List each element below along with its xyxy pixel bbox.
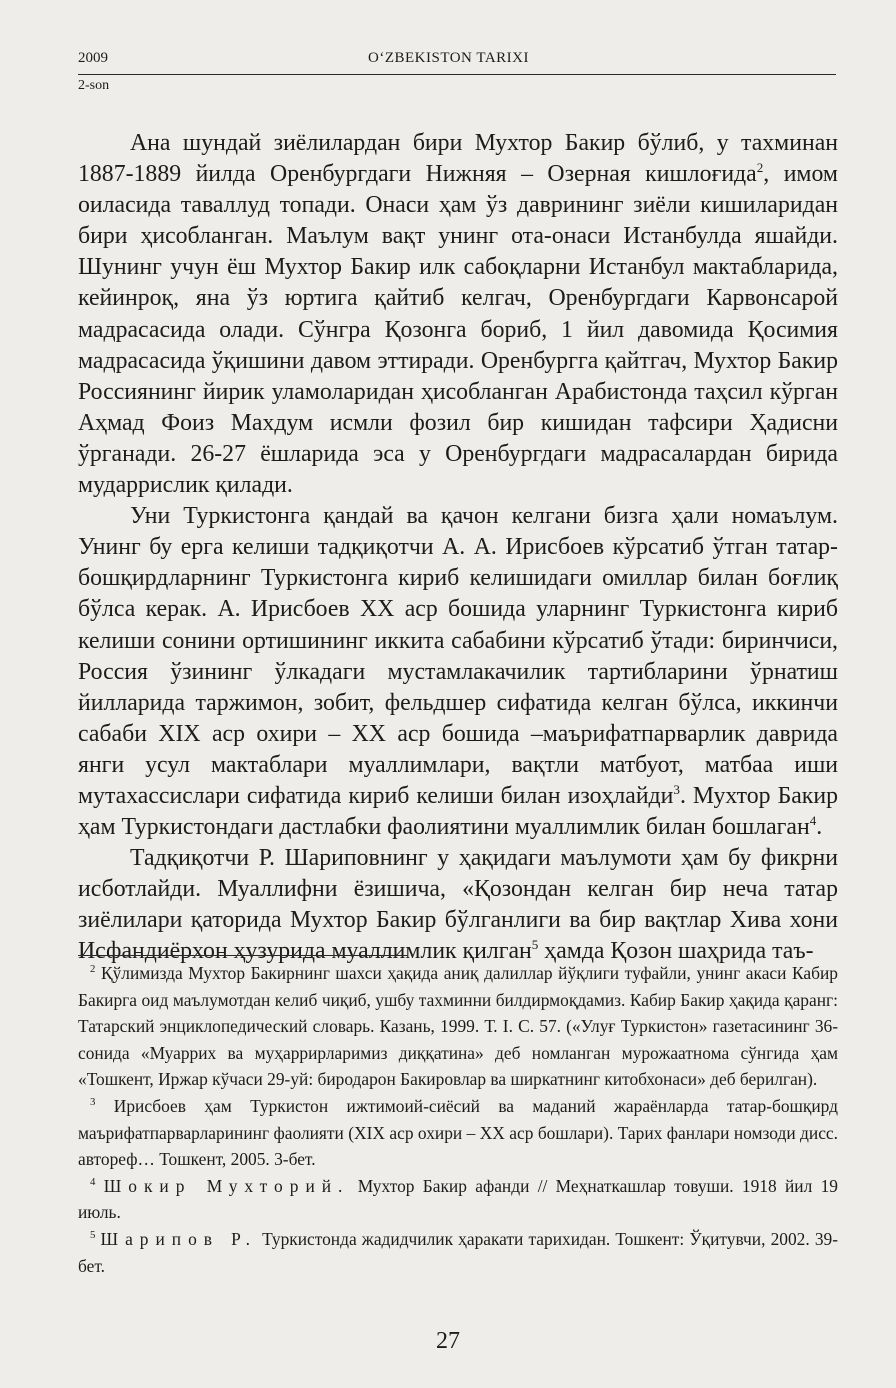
running-header	[78, 50, 836, 75]
footnote-text: Мухтор Бакир афанди // Меҳнаткашлар товуши. 1918 йил 19 июль.	[78, 1175, 838, 1223]
footnote-text: Ирисбоев ҳам Туркистон ижтимоий-сиёсий ва маданий жараёнларда татар-бошқирд маърифатпарварларининг фаолияти (XIX аср охири – XX аср бошлари). Тарих фанлари номзоди дисс. автореф… Тошкент, 2005. 3-бет.	[78, 1095, 838, 1170]
page-number: 27	[436, 1328, 460, 1354]
footnote-number: 3	[90, 1096, 96, 1109]
footnote-author: Шокир Мухторий.	[103, 1175, 350, 1196]
footnotes-section	[78, 955, 838, 1279]
footnote-2	[78, 960, 838, 1093]
footnote-number: 4	[90, 1175, 96, 1188]
footnote-text: Туркистонда жадидчилик ҳаракати тарихидан. Тошкент: Ўқитувчи, 2002. 39-бет.	[78, 1228, 839, 1276]
header-year: 2009	[78, 50, 108, 66]
footnote-ref: 5	[531, 937, 539, 953]
paragraph-2	[78, 501, 838, 843]
paragraph-text: , имом оиласида таваллуд топади. Онаси ҳам ўз даврининг зиёли кишиларидан бири ҳисобланган. Маълум вақт унинг ота-онаси Истанбулда яшайди. Шунинг учун ёш Мухтор Бакир илк сабоқларни Истанбул мактабларида, кейинроқ, яна ўз юртига қайтиб келгач, Оренбургдаги Карвонсарой мадрасасида олади. Сўнгра Қозонга бориб, 1 йил давомида Қосимия мадрасасида ўқишини давом эттиради. Оренбургга қайтгач, Мухтор Бакир Россиянинг йирик уламоларидан ҳисобланган Арабистонда таҳсил кўрган Аҳмад Фоиз Махдум исмли фозил бир кишидан тафсири Ҳадисни ўрганади. 26-27 ёшларида эса у Оренбургдаги мадрасалардан бирида мударрислик қилади.	[78, 161, 838, 499]
paragraph-text: Ана шундай зиёлилардан бири Мухтор Бакир бўлиб, у тахминан 1887-1889 йилда Оренбургдаги Нижняя – Озерная кишлоғида	[78, 130, 838, 188]
footnote-author: Шарипов Р.	[100, 1228, 257, 1249]
footnote-number: 2	[90, 963, 96, 976]
footnote-ref: 3	[673, 782, 680, 798]
footnote-ref: 4	[809, 813, 817, 829]
footnote-4	[78, 1173, 838, 1226]
footnote-5	[78, 1226, 838, 1279]
paragraph-text: . Мухтор Бакир ҳам Туркистондаги дастлабки фаолиятини муаллимлик билан бошлаган	[78, 782, 838, 841]
paragraph-3	[78, 843, 838, 967]
paragraph-text: .	[816, 814, 823, 841]
paragraph-1	[78, 128, 838, 501]
header-issue: 2-son	[78, 78, 110, 93]
paragraph-text: ҳамда Қозон шаҳрида таъ-	[538, 938, 814, 965]
paragraph-text: Тадқиқотчи Р. Шариповнинг у ҳақидаги маълумоти ҳам бу фикрни исботлайди. Муаллифни ёзишича, «Қозондан келган бир неча татар зиёлилари қаторида Мухтор Бакир бўлганлиги ва бир вақтлар Хива хони Исфандиёрхон ҳузурида муаллимлик қилган	[78, 845, 838, 965]
footnote-divider	[78, 955, 408, 956]
header-journal-title: O‘ZBEKISTON TARIXI	[368, 50, 529, 66]
article-body	[78, 128, 838, 968]
paragraph-text: Уни Туркистонга қандай ва қачон келгани бизга ҳали номаълум. Унинг бу ерга келиши тадқиқотчи А. А. Ирисбоев кўрсатиб ўтган татар-бошқирдларнинг Туркистонга кириб келишидаги омиллар билан боғлиқ бўлса керак. А. Ирисбоев XX аср бошида уларнинг Туркистонга кириб келиши сонини ортишининг иккита сабабини кўрсатиб ўтади: биринчиси, Россия ўзининг ўлкадаги мустамлакачилик тартибларини ўрнатиш йилларида таржимон, зобит, фельдшер сифатида келган бўлса, иккинчи сабаби XIX аср охири – XX аср бошида –маърифатпарварлик даврида янги усул мактаблари муаллимлари, вақтли матбуот, матбаа иши мутахассислари сифатида кириб келиши билан изоҳлайди	[78, 503, 838, 809]
footnote-number: 5	[90, 1229, 96, 1242]
footnote-ref: 2	[756, 160, 764, 176]
footnote-3	[78, 1093, 838, 1173]
footnote-text: Қўлимизда Мухтор Бакирнинг шахси ҳақида аниқ далиллар йўқлиги туфайли, унинг акаси Кабир Бакирга оид маълумотдан келиб чиқиб, ушбу тахминни билдирмоқдамиз. Кабир Бакир ҳақида қаранг: Татарский энциклопедический словарь. Казань, 1999. Т. I. С. 57. («Улуғ Туркистон» газетасининг 36-сонида «Муаррих ва муҳаррирларимиз диққатина» деб номланган мурожаатнома сўнгида ҳам «Тошкент, Иржар кўчаси 29-уй: биродарон Бакировлар ва ширкатнинг китобхонаси» деб берилган).	[78, 963, 838, 1090]
